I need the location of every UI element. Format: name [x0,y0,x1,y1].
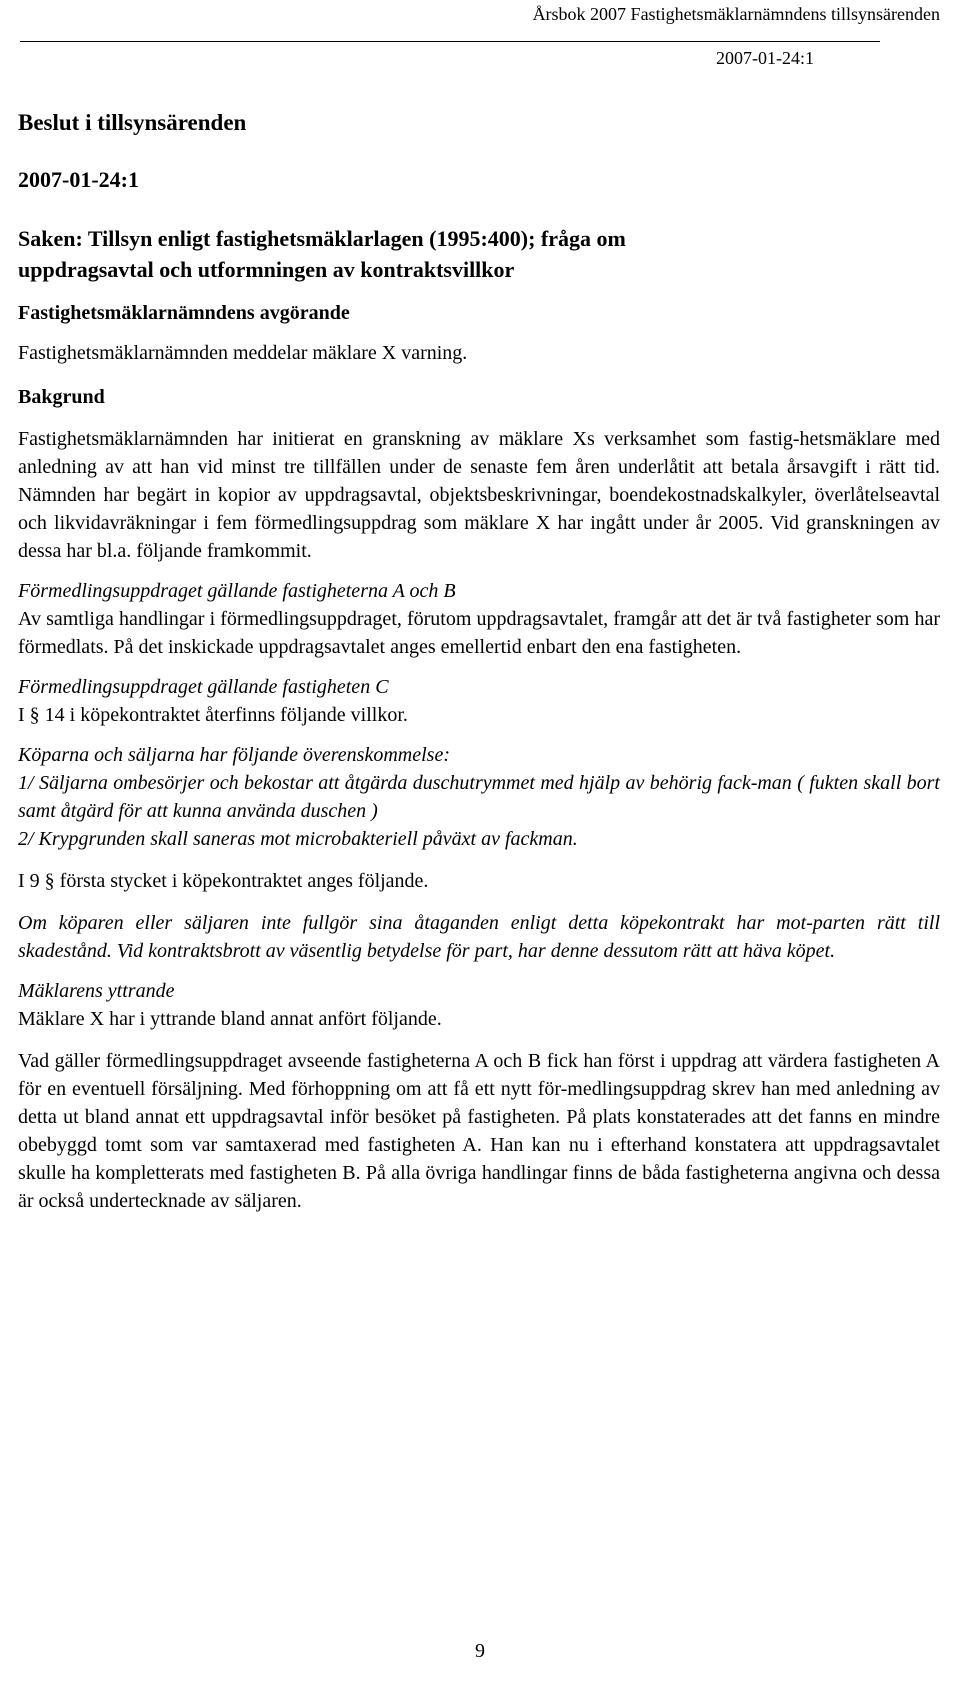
statement-intro: Mäklare X har i yttrande bland annat anfört följande. [18,1008,442,1030]
quote-section-9: Om köparen eller säljaren inte fullgör sina åtaganden enligt detta köpekontrakt har mot-parten rätt till skadestånd. Vid kontraktsbrott av väsentlig betydelse för part, har denne dessutom rätt att häva köpet. [18,912,940,962]
section-c-paragraph: I § 14 i köpekontraktet återfinns följande villkor. [18,704,408,726]
decision-date: 2007-01-24:1 [18,167,139,192]
section-ab-paragraph: Av samtliga handlingar i förmedlingsuppdraget, förutom uppdragsavtalet, framgår att det är två fastigheter som har förmedlats. På det inskickade uppdragsavtalet anges emellertid enbart den ena fastigheten. [18,608,940,658]
header-rule [20,41,880,42]
running-header: Årsbok 2007 Fastighetsmäklarnämndens tillsynsärenden [532,4,940,24]
decision-heading: Fastighetsmäklarnämndens avgörande [18,302,350,324]
section-ab-heading: Förmedlingsuppdraget gällande fastigheterna A och B [18,580,456,602]
subject-line-1: Saken: Tillsyn enligt fastighetsmäklarlagen (1995:400); fråga om [18,226,626,251]
background-paragraph: Fastighetsmäklarnämnden har initierat en granskning av mäklare Xs verksamhet som fastig-hetsmäklare med anledning av att han vid minst tre tillfällen under de senaste fem åren underlåtit att betala årsavgift i rätt tid. Nämnden har begärt in kopior av uppdragsavtal, objektsbeskrivningar, boendekostnadskalkyler, överlåtelseavtal och likvidavräkningar i fem förmedlingsuppdrag som mäklare X har ingått under år 2005. Vid granskningen av dessa har bl.a. följande framkommit. [18,428,940,562]
quote-item-1: 1/ Säljarna ombesörjer och bekostar att åtgärda duschutrymmet med hjälp av behörig fack-man ( fukten skall bort samt åtgärd för att kunna använda duschen ) [18,772,940,822]
statement-heading: Mäklarens yttrande [18,980,175,1002]
subject-heading [18,223,940,285]
paragraph-section-9: I 9 § första stycket i köpekontraktet anges följande. [18,870,429,892]
document-title: Beslut i tillsynsärenden [18,110,247,135]
header-reference: 2007-01-24:1 [716,48,814,68]
quote-intro: Köparna och säljarna har följande överenskommelse: [18,744,450,766]
background-heading: Bakgrund [18,386,105,408]
statement-paragraph: Vad gäller förmedlingsuppdraget avseende fastigheterna A och B fick han först i uppdrag att värdera fastigheten A för en eventuell försäljning. Med förhoppning om att få ett nytt för-medlingsuppdrag skrev han med anledning av detta ut bland annat ett uppdragsavtal inför besöket på fastigheten. På plats konstaterades att det fanns en mindre obebyggd tomt som var samtaxerad med fastigheten A. Han kan nu i efterhand konstatera att uppdragsavtalet skulle ha kompletterats med fastigheten B. På alla övriga handlingar finns de båda fastigheterna angivna och dessa är också undertecknade av säljaren. [18,1050,940,1212]
document-body [18,108,940,1215]
section-c-heading: Förmedlingsuppdraget gällande fastigheten C [18,676,389,698]
subject-line-2: uppdragsavtal och utformningen av kontraktsvillkor [18,257,515,282]
decision-text: Fastighetsmäklarnämnden meddelar mäklare X varning. [18,342,468,364]
quote-item-2: 2/ Krypgrunden skall saneras mot microbakteriell påväxt av fackman. [18,828,578,850]
page-number: 9 [475,1640,485,1662]
